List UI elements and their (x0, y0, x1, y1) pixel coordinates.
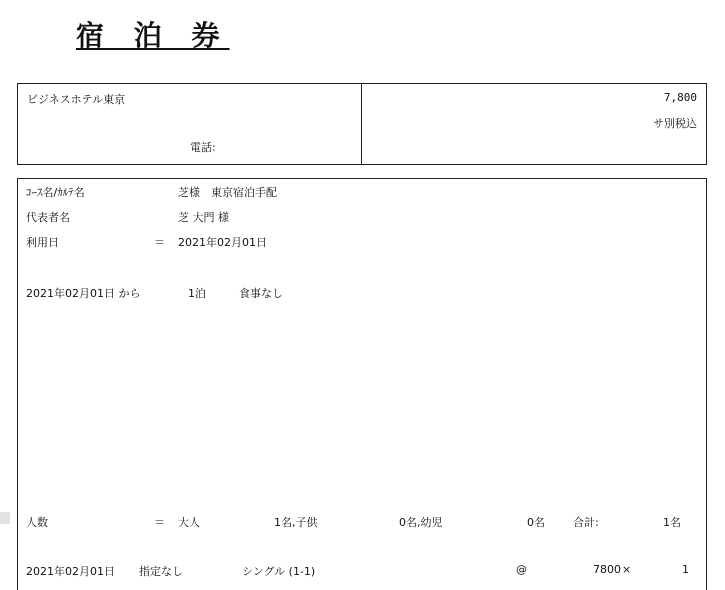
unit-price: 7800 (593, 563, 621, 576)
header-divider (361, 84, 362, 164)
adult-label: 大人 (178, 516, 200, 529)
booking-details-box (17, 178, 707, 590)
tax-note: サ別税込 (653, 117, 697, 130)
hotel-name: ビジネスホテル東京 (27, 93, 126, 106)
use-date-value: 2021年02月01日 (178, 236, 267, 249)
use-date-equals: ＝ (154, 236, 165, 249)
representative-value: 芝 大門 様 (178, 211, 229, 224)
total-label: 合計: (573, 516, 599, 529)
multiply-sign: × (622, 563, 632, 576)
nights-count: 1泊 (188, 287, 206, 300)
guests-equals: ＝ (154, 516, 165, 529)
meal-plan: 食事なし (239, 287, 283, 300)
at-symbol: @ (516, 563, 527, 576)
room-quantity: 1 (682, 563, 689, 576)
representative-label: 代表者名 (26, 211, 70, 224)
infant-count: 0名 (527, 516, 545, 529)
phone-label: 電話: (190, 141, 216, 154)
course-value: 芝様 東京宿泊手配 (178, 186, 277, 199)
child-count: 0名,幼児 (399, 516, 443, 529)
stay-start: 2021年02月01日 から (26, 287, 141, 300)
price-value: 7,800 (663, 91, 697, 104)
adult-count: 1名,子供 (274, 516, 318, 529)
hotel-info-box (17, 83, 707, 165)
course-label: ｺｰｽ名/ｶﾙﾃ名 (26, 186, 85, 199)
voucher-title: 宿 泊 券 (76, 19, 230, 52)
room-line-date: 2021年02月01日 (26, 565, 115, 578)
guests-label: 人数 (26, 516, 48, 529)
room-type: シングル (1-1) (242, 565, 316, 578)
use-date-label: 利用日 (26, 236, 59, 249)
scroll-marker (0, 512, 10, 524)
room-designation: 指定なし (139, 565, 183, 578)
total-value: 1名 (663, 516, 681, 529)
